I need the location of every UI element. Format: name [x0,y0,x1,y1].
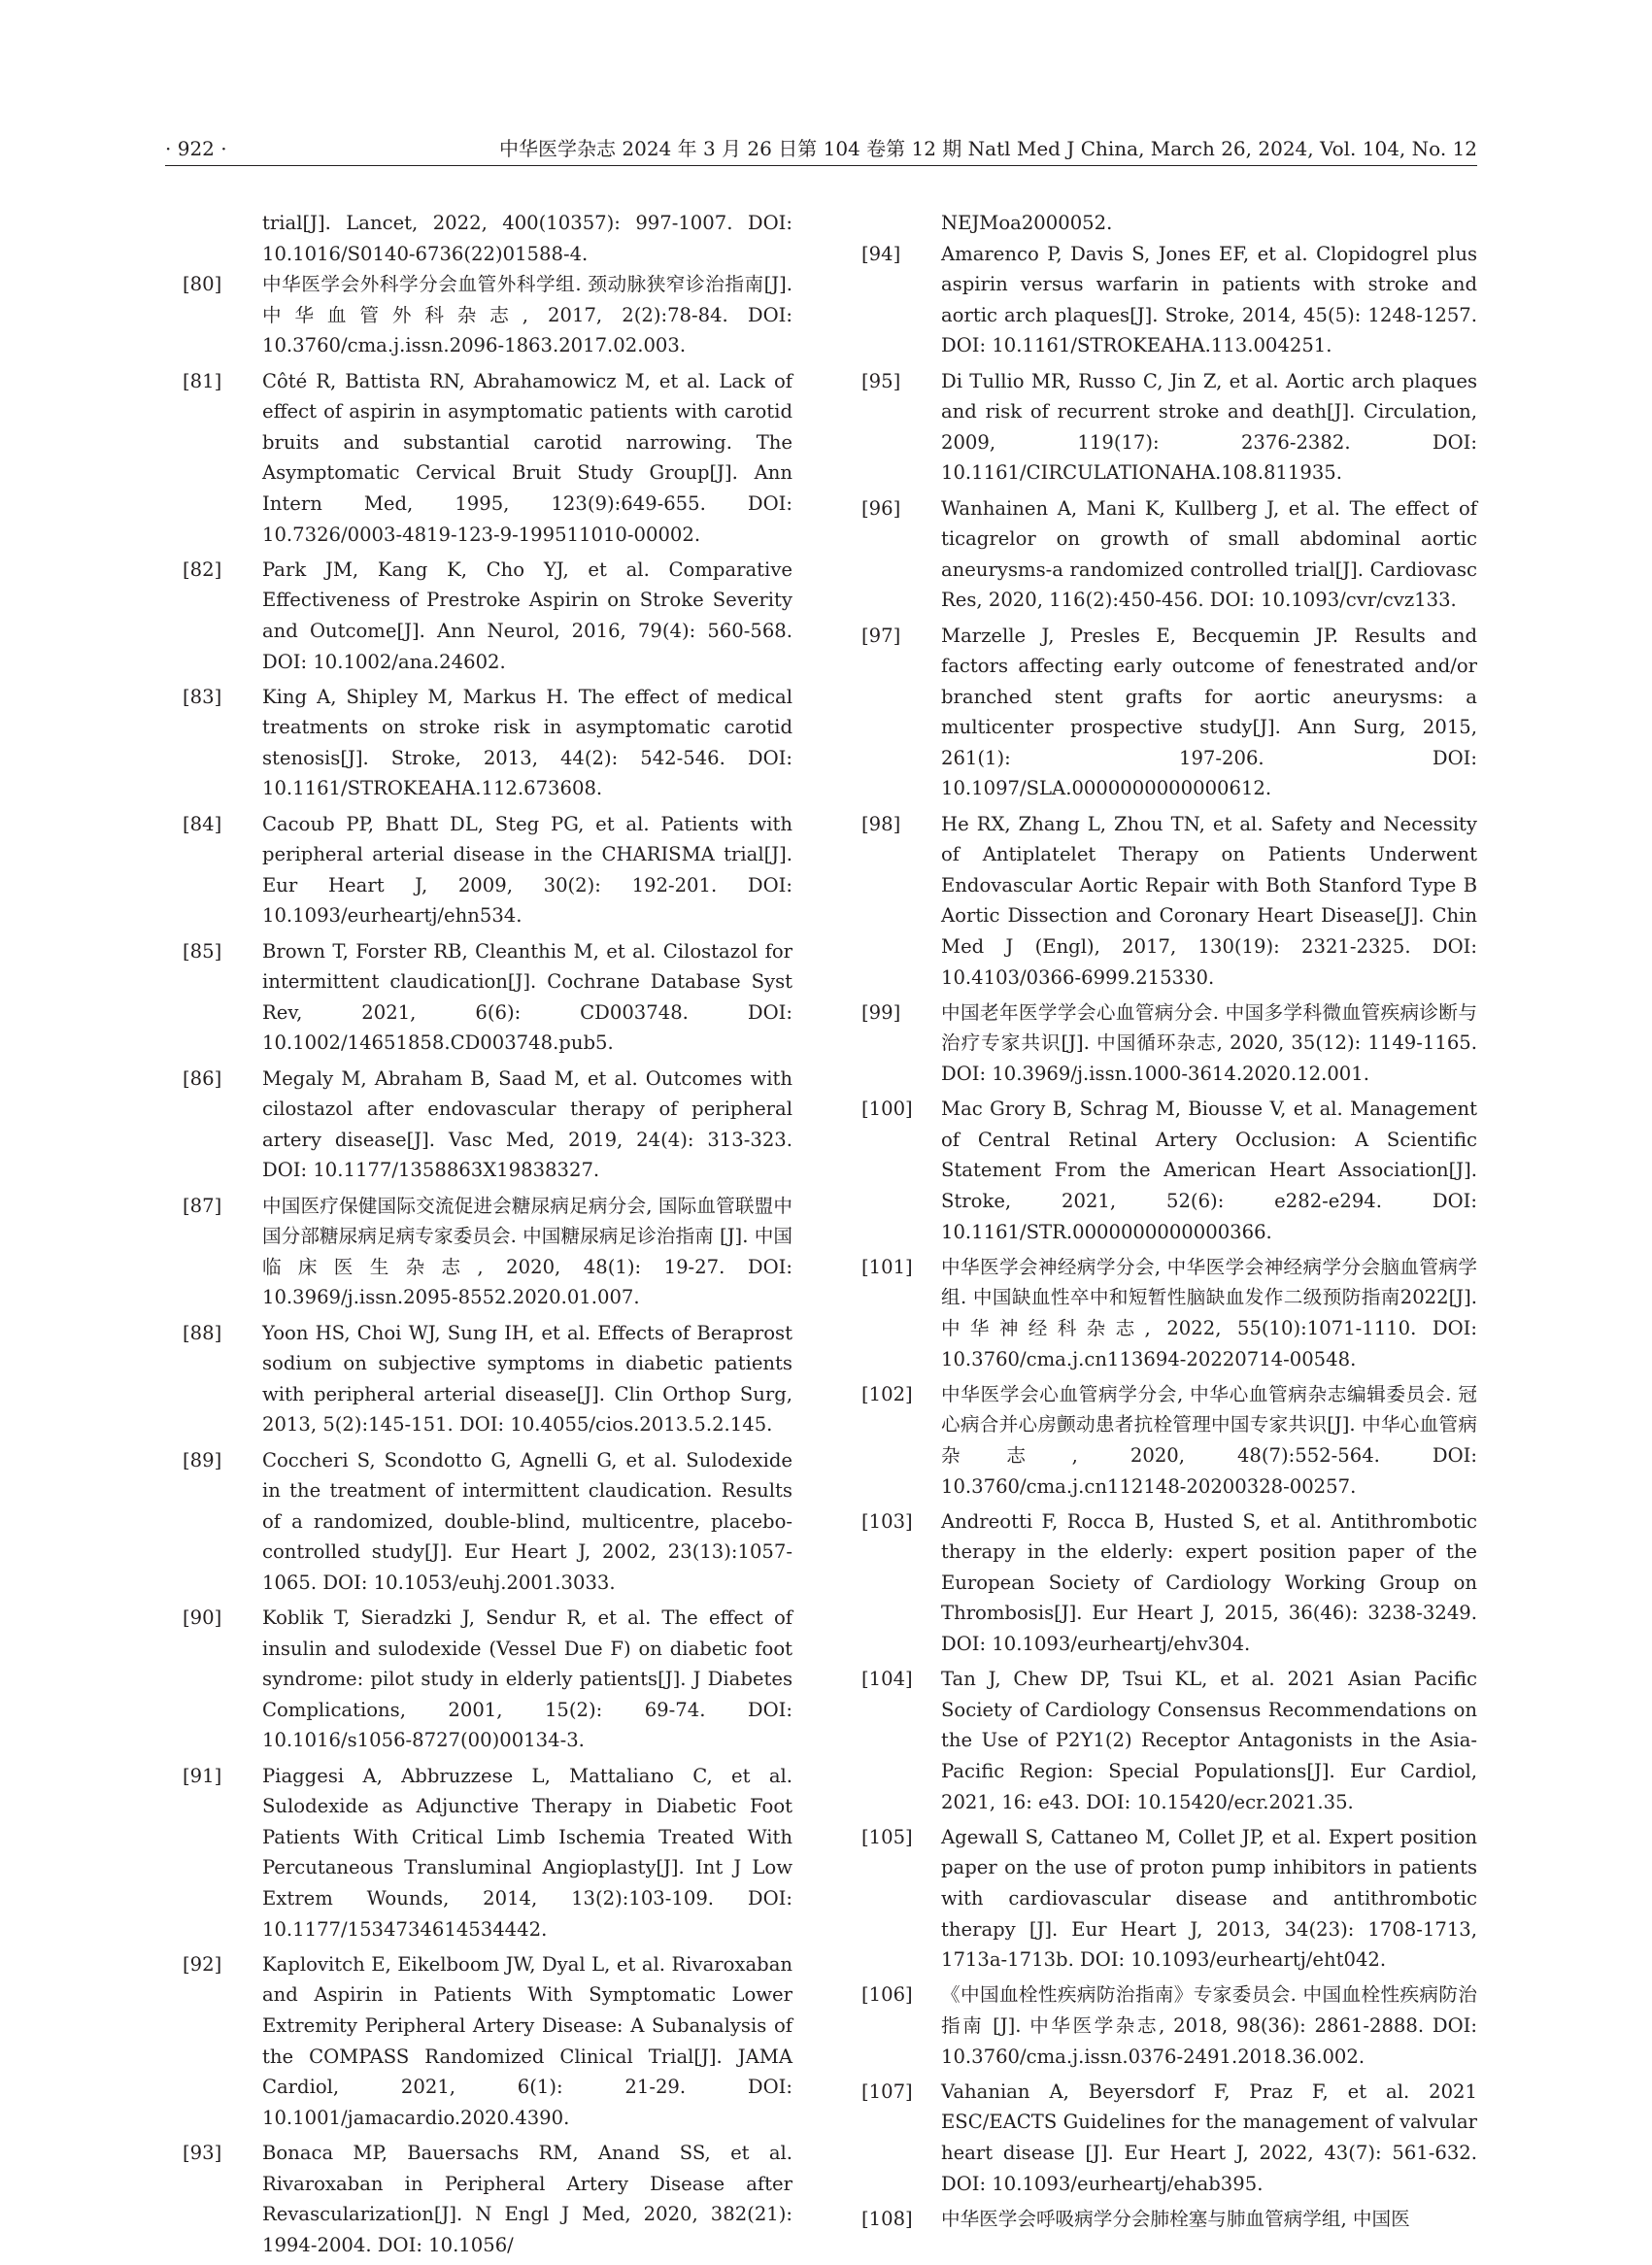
reference-item [861,493,1477,616]
reference-text: King A, Shipley M, Markus H. The effect of medical treatments on stroke risk in asymptomatic carotid stenosis[J]. Stroke, 2013, 44(2): 542-546. DOI: 10.1161/STROKEAHA.112.673608. [262,685,792,800]
reference-text: He RX, Zhang L, Zhou TN, et al. Safety and Necessity of Antiplatelet Therapy on Patients Underwent Endovascular Aortic Repair with Both Stanford Type B Aortic Dissection and Coronary Heart Disease[J]. Chin Med J (Engl), 2017, 130(19): 2321-2325. DOI: 10.4103/0366-6999.215330. [941,812,1477,989]
reference-number: [107] [861,2079,913,2103]
reference-item [861,809,1477,994]
reference-item [183,1191,792,1313]
reference-text: trial[J]. Lancet, 2022, 400(10357): 997-1007. DOI: 10.1016/S0140-6736(22)01588-4. [262,212,792,265]
reference-item [861,1979,1477,2072]
reference-number: [88] [183,1321,222,1344]
reference-item [183,366,792,551]
reference-text: Megaly M, Abraham B, Saad M, et al. Outcomes with cilostazol after endovascular therapy of peripheral artery disease[J]. Vasc Med, 2019, 24(4): 313-323. DOI: 10.1177/1358863X19838327. [262,1066,792,1182]
reference-item [861,2077,1477,2199]
reference-number: [82] [183,558,222,581]
running-header [165,132,1477,166]
reference-number: [87] [183,1194,222,1217]
reference-number: [105] [861,1825,913,1848]
reference-number: [91] [183,1764,222,1787]
reference-item [183,1445,792,1599]
reference-number: [108] [861,2207,913,2230]
reference-number: [85] [183,939,222,963]
reference-item [861,2204,1477,2235]
reference-text: Agewall S, Cattaneo M, Collet JP, et al. Expert position paper on the use of proton pump inhibitors in patients with cardiovascular disease and antithrombotic therapy [J]. Eur Heart J, 2013, 34(23): 1708-1713, 1713a-1713b. DOI: 10.1093/eurheartj/eht042. [941,1825,1477,1972]
reference-number: [95] [861,369,901,392]
reference-text: NEJMoa2000052. [941,212,1113,234]
reference-text: 中华医学会神经病学分会, 中华医学会神经病学分会脑血管病学组. 中国缺血性卒中和短暂性脑缺血发作二级预防指南2022[J]. 中华神经科杂志, 2022, 55(10):1071-1110. DOI: 10.3760/cma.j.cn113694-20220714-00548. [941,1255,1477,1370]
reference-text: 中国医疗保健国际交流促进会糖尿病足病分会, 国际血管联盟中国分部糖尿病足病专家委员会. 中国糖尿病足诊治指南 [J]. 中国临床医生杂志, 2020, 48(1): 19-27. DOI: 10.3969/j.issn.2095-8552.2020.01.007. [262,1194,792,1309]
reference-item [183,1064,792,1186]
journal-citation: 中华医学杂志 2024 年 3 月 26 日第 104 卷第 12 期 Natl Med J China, March 26, 2024, Vol. 104, No. 12 [499,137,1477,160]
reference-text: 中华医学会呼吸病学分会肺栓塞与肺血管病学组, 中国医 [941,2207,1410,2230]
reference-item [861,1379,1477,1502]
reference-item [861,1664,1477,1817]
page-number: · 922 · [165,137,227,160]
reference-text: Koblik T, Sieradzki J, Sendur R, et al. The effect of insulin and sulodexide (Vessel Due F) on diabetic foot syndrome: pilot study in elderly patients[J]. J Diabetes Complications, 2001, 15(2): 69-74. DOI: 10.1016/s1056-8727(00)00134-3. [262,1606,792,1752]
reference-text: Bonaca MP, Bauersachs RM, Anand SS, et al. Rivaroxaban in Peripheral Artery Disease after Revascularization[J]. N Engl J Med, 2020, 382(21): 1994-2004. DOI: 10.1056/ [262,2141,792,2256]
reference-text: Coccheri S, Scondotto G, Agnelli G, et al. Sulodexide in the treatment of intermittent claudication. Results of a randomized, double-blind, multicentre, placebo-controlled study[J]. Eur Heart J, 2002, 23(13):1057-1065. DOI: 10.1053/euhj.2001.3033. [262,1448,792,1594]
reference-text: Di Tullio MR, Russo C, Jin Z, et al. Aortic arch plaques and risk of recurrent stroke and death[J]. Circulation, 2009, 119(17): 2376-2382. DOI: 10.1161/CIRCULATIONAHA.108.811935. [941,369,1477,485]
reference-number: [102] [861,1382,913,1405]
reference-item [183,1761,792,1945]
reference-text: Amarenco P, Davis S, Jones EF, et al. Clopidogrel plus aspirin versus warfarin in patients with stroke and aortic arch plaques[J]. Stroke, 2014, 45(5): 1248-1257. DOI: 10.1161/STROKEAHA.113.004251. [941,242,1477,357]
reference-item [861,997,1477,1090]
reference-number: [101] [861,1255,913,1278]
reference-text: Park JM, Kang K, Cho YJ, et al. Comparative Effectiveness of Prestroke Aspirin on Stroke Severity and Outcome[J]. Ann Neurol, 2016, 79(4): 560-568. DOI: 10.1002/ana.24602. [262,558,792,673]
reference-text: 中华医学会心血管病学分会, 中华心血管病杂志编辑委员会. 冠心病合并心房颤动患者抗栓管理中国专家共识[J]. 中华心血管病杂志, 2020, 48(7):552-564. DOI: 10.3760/cma.j.cn112148-20200328-00257. [941,1382,1477,1498]
reference-number: [89] [183,1448,222,1471]
reference-text: Cacoub PP, Bhatt DL, Steg PG, et al. Patients with peripheral arterial disease in the CHARISMA trial[J]. Eur Heart J, 2009, 30(2): 192-201. DOI: 10.1093/eurheartj/ehn534. [262,812,792,928]
reference-number: [92] [183,1952,222,1976]
reference-text: 中华医学会外科学分会血管外科学组. 颈动脉狭窄诊治指南[J]. 中华血管外科杂志, 2017, 2(2):78-84. DOI: 10.3760/cma.j.issn.2096-1863.2017.02.003. [262,273,792,357]
reference-number: [94] [861,242,901,265]
reference-number: [97] [861,624,901,647]
reference-text: Wanhainen A, Mani K, Kullberg J, et al. The effect of ticagrelor on growth of small abdominal aortic aneurysms-a randomized controlled trial[J]. Cardiovasc Res, 2020, 116(2):450-456. DOI: 10.1093/cvr/cvz133. [941,496,1477,612]
reference-item [861,1252,1477,1374]
reference-item [861,1094,1477,1247]
reference-number: [90] [183,1606,222,1630]
reference-item [861,1506,1477,1660]
reference-number: [93] [183,2141,222,2164]
right-column [861,208,1477,2239]
reference-item [861,366,1477,489]
reference-text: 《中国血栓性疾病防治指南》专家委员会. 中国血栓性疾病防治指南 [J]. 中华医学杂志, 2018, 98(36): 2861-2888. DOI: 10.3760/cma.j.issn.0376-2491.2018.36.002. [941,1983,1477,2068]
reference-number: [98] [861,812,901,835]
reference-number: [84] [183,812,222,835]
reference-text: Kaplovitch E, Eikelboom JW, Dyal L, et al. Rivaroxaban and Aspirin in Patients With Symptomatic Lower Extremity Peripheral Artery Disease: A Subanalysis of the COMPASS Randomized Clinical Trial[J]. JAMA Cardiol, 2021, 6(1): 21-29. DOI: 10.1001/jamacardio.2020.4390. [262,1952,792,2129]
reference-item [183,809,792,931]
reference-text: Yoon HS, Choi WJ, Sung IH, et al. Effects of Beraprost sodium on subjective symptoms in diabetic patients with peripheral arterial disease[J]. Clin Orthop Surg, 2013, 5(2):145-151. DOI: 10.4055/cios.2013.5.2.145. [262,1321,792,1437]
reference-text: Mac Grory B, Schrag M, Biousse V, et al. Management of Central Retinal Artery Occlusion: A Scientific Statement From the American Heart Association[J]. Stroke, 2021, 52(6): e282-e294. DOI: 10.1161/STR.0000000000000366. [941,1098,1477,1243]
reference-item [183,936,792,1059]
reference-number: [99] [861,1000,901,1024]
reference-text: Côté R, Battista RN, Abrahamowicz M, et al. Lack of effect of aspirin in asymptomatic patients with carotid bruits and substantial carotid narrowing. The Asymptomatic Cervical Bruit Study Group[J]. Ann Intern Med, 1995, 123(9):649-655. DOI: 10.7326/0003-4819-123-9-199511010-00002. [262,369,792,546]
reference-item [183,1949,792,2134]
left-column [183,208,792,2265]
reference-number: [100] [861,1098,913,1121]
reference-number: [96] [861,496,901,520]
reference-number: [103] [861,1509,913,1533]
reference-item [861,1822,1477,1976]
reference-text: Tan J, Chew DP, Tsui KL, et al. 2021 Asian Pacific Society of Cardiology Consensus Recommendations on the Use of P2Y1(2) Receptor Antagonists in the Asia-Pacific Region: Special Populations[J]. Eur Cardiol, 2021, 16: e43. DOI: 10.15420/ecr.2021.35. [941,1668,1477,1813]
reference-text: 中国老年医学学会心血管病分会. 中国多学科微血管疾病诊断与治疗专家共识[J]. 中国循环杂志, 2020, 35(12): 1149-1165. DOI: 10.3969/j.issn.1000-3614.2020.12.001. [941,1000,1477,1085]
reference-number: [80] [183,273,222,296]
reference-number: [86] [183,1066,222,1090]
reference-item [861,621,1477,805]
reference-item [183,1603,792,1756]
reference-item [183,555,792,677]
reference-text: Piaggesi A, Abbruzzese L, Mattaliano C, et al. Sulodexide as Adjunctive Therapy in Diabetic Foot Patients With Critical Limb Ischemia Treated With Percutaneous Transluminal Angioplasty[J]. Int J Low Extrem Wounds, 2014, 13(2):103-109. DOI: 10.1177/1534734614534442. [262,1764,792,1941]
reference-item [183,682,792,804]
reference-number: [83] [183,685,222,708]
reference-text: Brown T, Forster RB, Cleanthis M, et al. Cilostazol for intermittent claudication[J]. Cochrane Database Syst Rev, 2021, 6(6): CD003748. DOI: 10.1002/14651858.CD003748.pub5. [262,939,792,1055]
reference-number: [81] [183,369,222,392]
reference-item [861,239,1477,361]
reference-text: Vahanian A, Beyersdorf F, Praz F, et al. 2021 ESC/EACTS Guidelines for the management of valvular heart disease [J]. Eur Heart J, 2022, 43(7): 561-632. DOI: 10.1093/eurheartj/ehab395. [941,2079,1477,2195]
reference-text: Andreotti F, Rocca B, Husted S, et al. Antithrombotic therapy in the elderly: expert position paper of the European Society of Cardiology Working Group on Thrombosis[J]. Eur Heart J, 2015, 36(46): 3238-3249. DOI: 10.1093/eurheartj/ehv304. [941,1509,1477,1656]
reference-number: [104] [861,1668,913,1691]
reference-continuation [183,208,792,269]
reference-continuation [861,208,1477,239]
reference-item [183,269,792,361]
reference-item [183,1318,792,1440]
reference-number: [106] [861,1983,913,2007]
reference-text: Marzelle J, Presles E, Becquemin JP. Results and factors affecting early outcome of fenestrated and/or branched stent grafts for aortic aneurysms: a multicenter prospective study[J]. Ann Surg, 2015, 261(1): 197-206. DOI: 10.1097/SLA.0000000000000612. [941,624,1477,800]
reference-item [183,2138,792,2260]
